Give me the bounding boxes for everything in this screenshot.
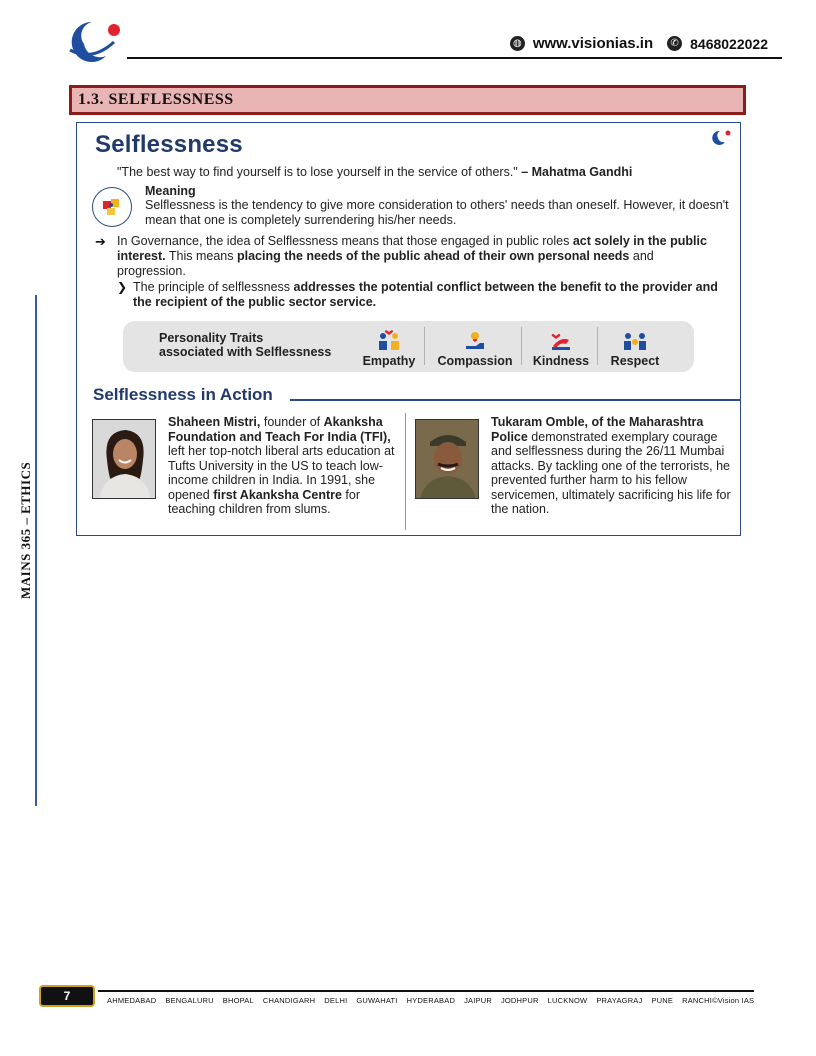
selflessness-infographic xyxy=(76,122,741,536)
trait-compassion xyxy=(429,326,521,368)
principle-text: The principle of selflessness addresses the potential conflict between the benefit to the provider and the recipient of the public sector service. xyxy=(133,280,718,309)
city-label: DELHI xyxy=(324,996,348,1005)
action-column-divider xyxy=(405,413,406,530)
trait-label: Respect xyxy=(610,354,660,368)
meaning-heading: Meaning xyxy=(145,184,196,198)
side-rule xyxy=(35,295,37,806)
shaheen-mistri-story: Shaheen Mistri, founder of Akanksha Foundation and Teach For India (TFI), left her top-notch liberal arts education at Tufts University in the US to teach low-income children in India. In 1991, she opened first Akanksha Centre for teaching children from slums. xyxy=(168,415,395,516)
trait-empathy xyxy=(357,326,421,368)
city-label: LUCKNOW xyxy=(547,996,588,1005)
section-title: 1.3. SELFLESSNESS xyxy=(78,91,234,108)
governance-text: In Governance, the idea of Selflessness means that those engaged in public roles act solely in the public interest. This means placing the needs of the public ahead of their own personal needs and progression. xyxy=(117,234,707,278)
city-label: PUNE xyxy=(651,996,674,1005)
trait-label: Kindness xyxy=(532,354,590,368)
quote-text: "The best way to find yourself is to lose yourself in the service of others." xyxy=(117,165,518,179)
trait-kindness xyxy=(525,326,597,368)
city-label: BENGALURU xyxy=(165,996,214,1005)
city-label: CHANDIGARH xyxy=(262,996,316,1005)
arrow-right-icon: ➔ xyxy=(95,234,106,249)
page-number: 7 xyxy=(39,985,95,1007)
city-label: GUWAHATI xyxy=(356,996,398,1005)
quote-author: – Mahatma Gandhi xyxy=(521,165,633,179)
gandhi-quote xyxy=(117,165,632,179)
compassion-icon xyxy=(462,330,488,352)
trait-respect xyxy=(601,326,669,368)
city-label-with-copyright: RANCHI©Vision IAS xyxy=(682,996,755,1005)
trait-divider xyxy=(424,327,425,365)
header-contact xyxy=(510,35,768,52)
city-label: HYDERABAD xyxy=(406,996,456,1005)
footer-rule xyxy=(98,990,754,992)
meaning-text: Selflessness is the tendency to give more consideration to others' needs than oneself. However, it doesn't mean that one is completely surrendering his/her needs. xyxy=(145,198,729,227)
empathy-icon xyxy=(376,330,402,352)
phone-icon: ✆ xyxy=(667,36,682,51)
trait-label: Compassion xyxy=(437,354,513,368)
respect-icon xyxy=(622,330,648,352)
tukaram-omble-photo xyxy=(415,419,479,499)
city-label: BHOPAL xyxy=(222,996,254,1005)
city-label: JAIPUR xyxy=(464,996,492,1005)
city-label: JODHPUR xyxy=(500,996,539,1005)
phone-number: 8468022022 xyxy=(690,35,768,52)
tukaram-omble-story: Tukaram Omble, of the Maharashtra Police demonstrated exemplary courage and selflessness during the 26/11 Mumbai attacks. By tackling one of the terrorists, he prevented further harm to his fellow servicemen, ultimately sacrificing his life for the nation. xyxy=(491,415,731,516)
side-label: MAINS 365 – ETHICS xyxy=(18,461,33,599)
action-heading: Selflessness in Action xyxy=(93,385,273,404)
website-link[interactable]: www.visionias.in xyxy=(532,35,654,52)
meaning-puzzle-icon xyxy=(92,187,132,227)
vision-ias-logo xyxy=(62,18,124,64)
kindness-icon xyxy=(548,330,574,352)
infographic-title: Selflessness xyxy=(95,131,243,158)
trait-divider xyxy=(521,327,522,365)
trait-label: Empathy xyxy=(362,354,416,368)
city-label: PRAYAGRAJ xyxy=(596,996,643,1005)
section-title-bar xyxy=(69,85,746,115)
trait-divider xyxy=(597,327,598,365)
footer-cities xyxy=(107,996,754,1005)
vision-ias-small-logo xyxy=(710,129,732,145)
city-label: AHMEDABAD xyxy=(107,996,157,1005)
globe-icon: ◍ xyxy=(510,36,525,51)
action-rule xyxy=(290,399,741,401)
shaheen-mistri-photo xyxy=(92,419,156,499)
header-rule xyxy=(127,57,782,59)
traits-label: Personality Traits associated with Selflessness xyxy=(159,331,332,359)
chevron-right-icon: ❯ xyxy=(117,280,128,294)
personality-traits-panel xyxy=(123,321,694,372)
